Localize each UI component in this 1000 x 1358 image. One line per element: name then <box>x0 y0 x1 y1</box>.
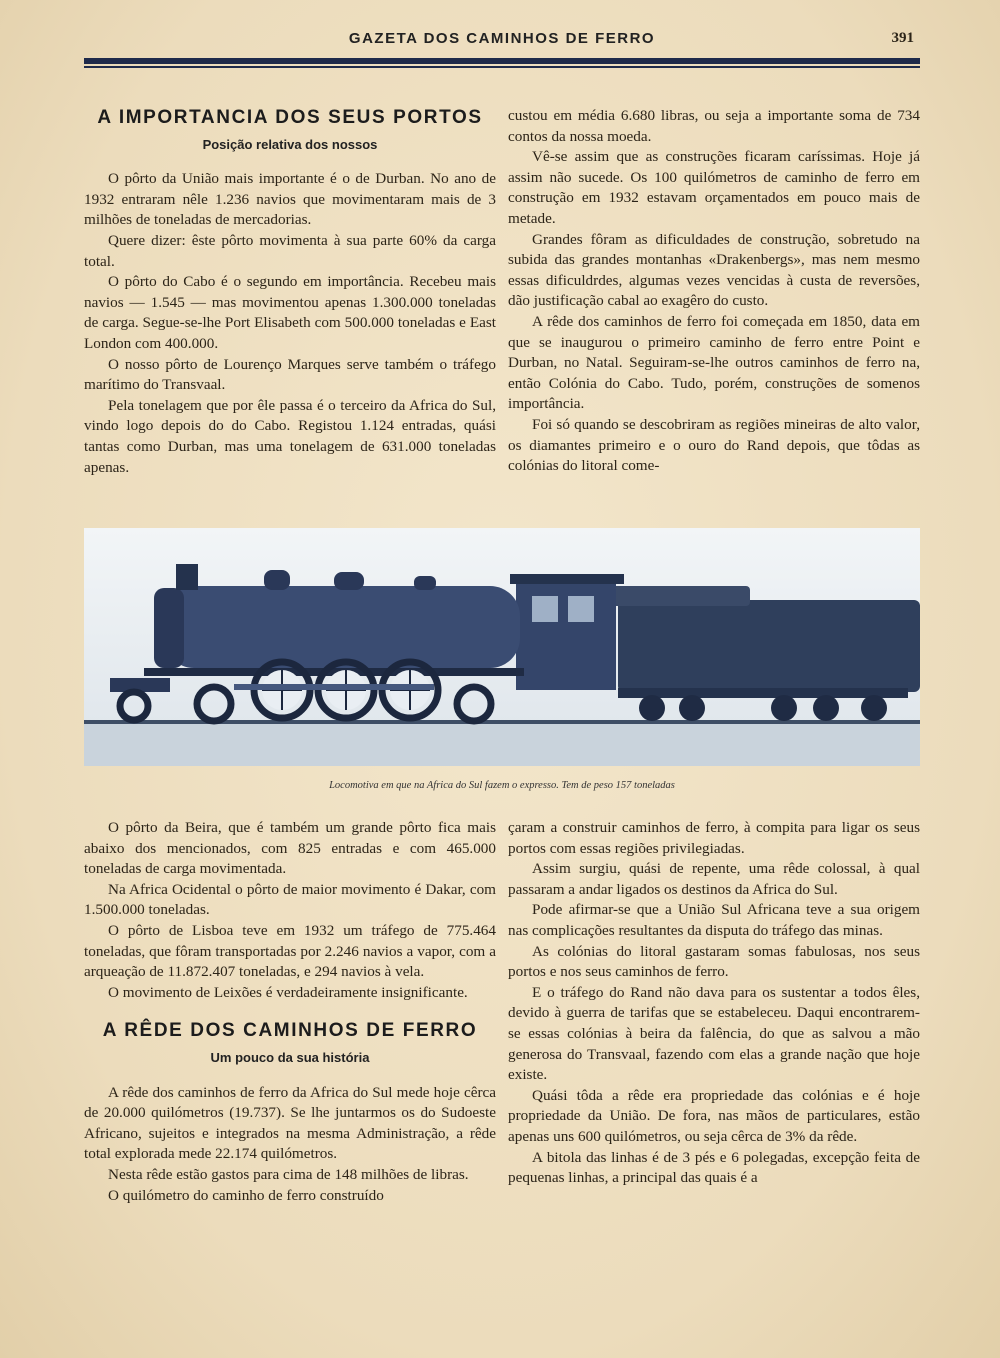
column-right-bottom <box>508 818 920 1189</box>
header-rule <box>84 58 920 64</box>
paragraph: Vê-se assim que as construções ficaram caríssimas. Hoje já assim não sucede. Os 100 quilómetros de caminho de ferro em construção em 1932 estavam orçamentados em pouco mais de metade. <box>508 148 920 227</box>
page-number: 391 <box>891 30 914 46</box>
column-left-bottom <box>84 818 496 1206</box>
paragraph: Assim surgiu, quási de repente, uma rêde colossal, à qual passaram a andar ligados os destinos da Africa do Sul. <box>508 860 920 898</box>
paragraph: çaram a construir caminhos de ferro, à compita para ligar os seus portos com essas regiões privilegiadas. <box>508 819 920 857</box>
paragraph: Foi só quando se descobriram as regiões mineiras de alto valor, os diamantes primeiro e o ouro do Rand depois, que tôdas as colónias do litoral come- <box>508 415 920 475</box>
paragraph: O nosso pôrto de Lourenço Marques serve também o tráfego marítimo do Transvaal. <box>84 355 496 394</box>
running-head <box>84 30 920 52</box>
paragraph: Quere dizer: êste pôrto movimenta à sua parte 60% da carga total. <box>84 231 496 270</box>
column-right-top <box>508 106 920 477</box>
paragraph: O pôrto da União mais importante é o de Durban. No ano de 1932 entraram nêle 1.236 navios que movimentaram mais de 3 milhões de toneladas de mercadorias. <box>84 170 496 229</box>
paragraph: O pôrto do Cabo é o segundo em importância. Recebeu mais navios — 1.545 — mas movimentou apenas 1.300.000 toneladas de carga. Segue-se-lhe Port Elisabeth com 500.000 toneladas e East London com 400.000. <box>84 273 496 352</box>
locomotive-illustration <box>84 528 920 766</box>
paragraph: A rêde dos caminhos de ferro foi começada em 1850, data em que se inaugurou o primeiro caminho de ferro entre Point e Durban, no Natal. Seguiram-se-lhe outros caminhos de ferro na, então Colónia do Cabo. Tudo, porém, construções de somenos importância. <box>508 312 920 413</box>
paragraph: A bitola das linhas é de 3 pés e 6 polegadas, excepção feita de pequenas linhas, a principal das quais é a <box>508 1148 920 1187</box>
column-left-top <box>84 108 496 478</box>
header-rule-thin <box>84 66 920 68</box>
section-title-ports: A IMPORTANCIA DOS SEUS PORTOS <box>97 107 483 128</box>
paragraph: E o tráfego do Rand não dava para os sustentar a todos êles, devido à guerra de tarifas que se estabeleceu. Daqui encontrarem-se essas colónias à beira da falência, do que as salvou a mão generosa do Transvaal, fazendo com elas a grande nação que hoje existe. <box>508 983 920 1084</box>
paragraph: O pôrto de Lisboa teve em 1932 um tráfego de 775.464 toneladas, que fôram transportadas por 2.246 navios a vapor, com a arqueação de 11.872.407 toneladas, e 294 navios à vela. <box>84 921 496 981</box>
paragraph: Pela tonelagem que por êle passa é o terceiro da Africa do Sul, vindo logo depois do do Cabo. Registou 1.124 entradas, quási tantas como Durban, mas uma tonelagem de 631.000 toneladas apenas. <box>84 396 496 476</box>
paragraph: As colónias do litoral gastaram somas fabulosas, nos seus portos e nos seus caminhos de ferro. <box>508 942 920 981</box>
paragraph: O movimento de Leixões é verdadeiramente insignificante. <box>108 983 468 1001</box>
publication-title: GAZETA DOS CAMINHOS DE FERRO <box>348 30 656 47</box>
section-title-railway: A RÊDE DOS CAMINHOS DE FERRO <box>102 1020 478 1042</box>
locomotive-photo <box>84 528 920 766</box>
section-subtitle-railway: Um pouco da sua história <box>210 1049 370 1065</box>
paragraph: A rêde dos caminhos de ferro da Africa do Sul mede hoje cêrca de 20.000 quilómetros (19.737). Se lhe juntarmos os do Sudoeste Africano, sujeitos e integrados na mesma Administração, a rêde total explorada mede 22.174 quilómetros. <box>84 1083 496 1163</box>
paragraph: Grandes fôram as dificuldades de construção, sobretudo na subida das grandes montanhas «Drakenbergs», mas nem mesmo essas dificuldrdes, algumas vezes vencidas à custa de reversões, dão justificação cabal ao exagêro do custo. <box>508 230 920 310</box>
photo-caption: Locomotiva em que na Africa do Sul fazem o expresso. Tem de peso 157 toneladas <box>329 780 675 791</box>
paragraph: Nesta rêde estão gastos para cima de 148 milhões de libras. <box>108 1165 469 1183</box>
paragraph: Na Africa Ocidental o pôrto de maior movimento é Dakar, com 1.500.000 toneladas. <box>84 880 496 919</box>
paragraph: Quási tôda a rêde era propriedade das colónias e é hoje propriedade da União. De fora, nas mãos de particulares, estão apenas uns 600 quilómetros, ou seja cêrca de 3% da rêde. <box>508 1086 920 1145</box>
paragraph: custou em média 6.680 libras, ou seja a importante soma de 734 contos da nossa moeda. <box>508 107 920 145</box>
paragraph: O pôrto da Beira, que é também um grande pôrto fica mais abaixo dos mencionados, com 825 entradas e com 465.000 toneladas de carga movimentada. <box>84 819 496 878</box>
section-subtitle-ports: Posição relativa dos nossos <box>202 136 378 152</box>
paragraph: O quilómetro do caminho de ferro construído <box>108 1186 384 1204</box>
paragraph: Pode afirmar-se que a União Sul Africana teve a sua origem nas complicações resultantes da disputa do tráfego das minas. <box>508 901 920 939</box>
